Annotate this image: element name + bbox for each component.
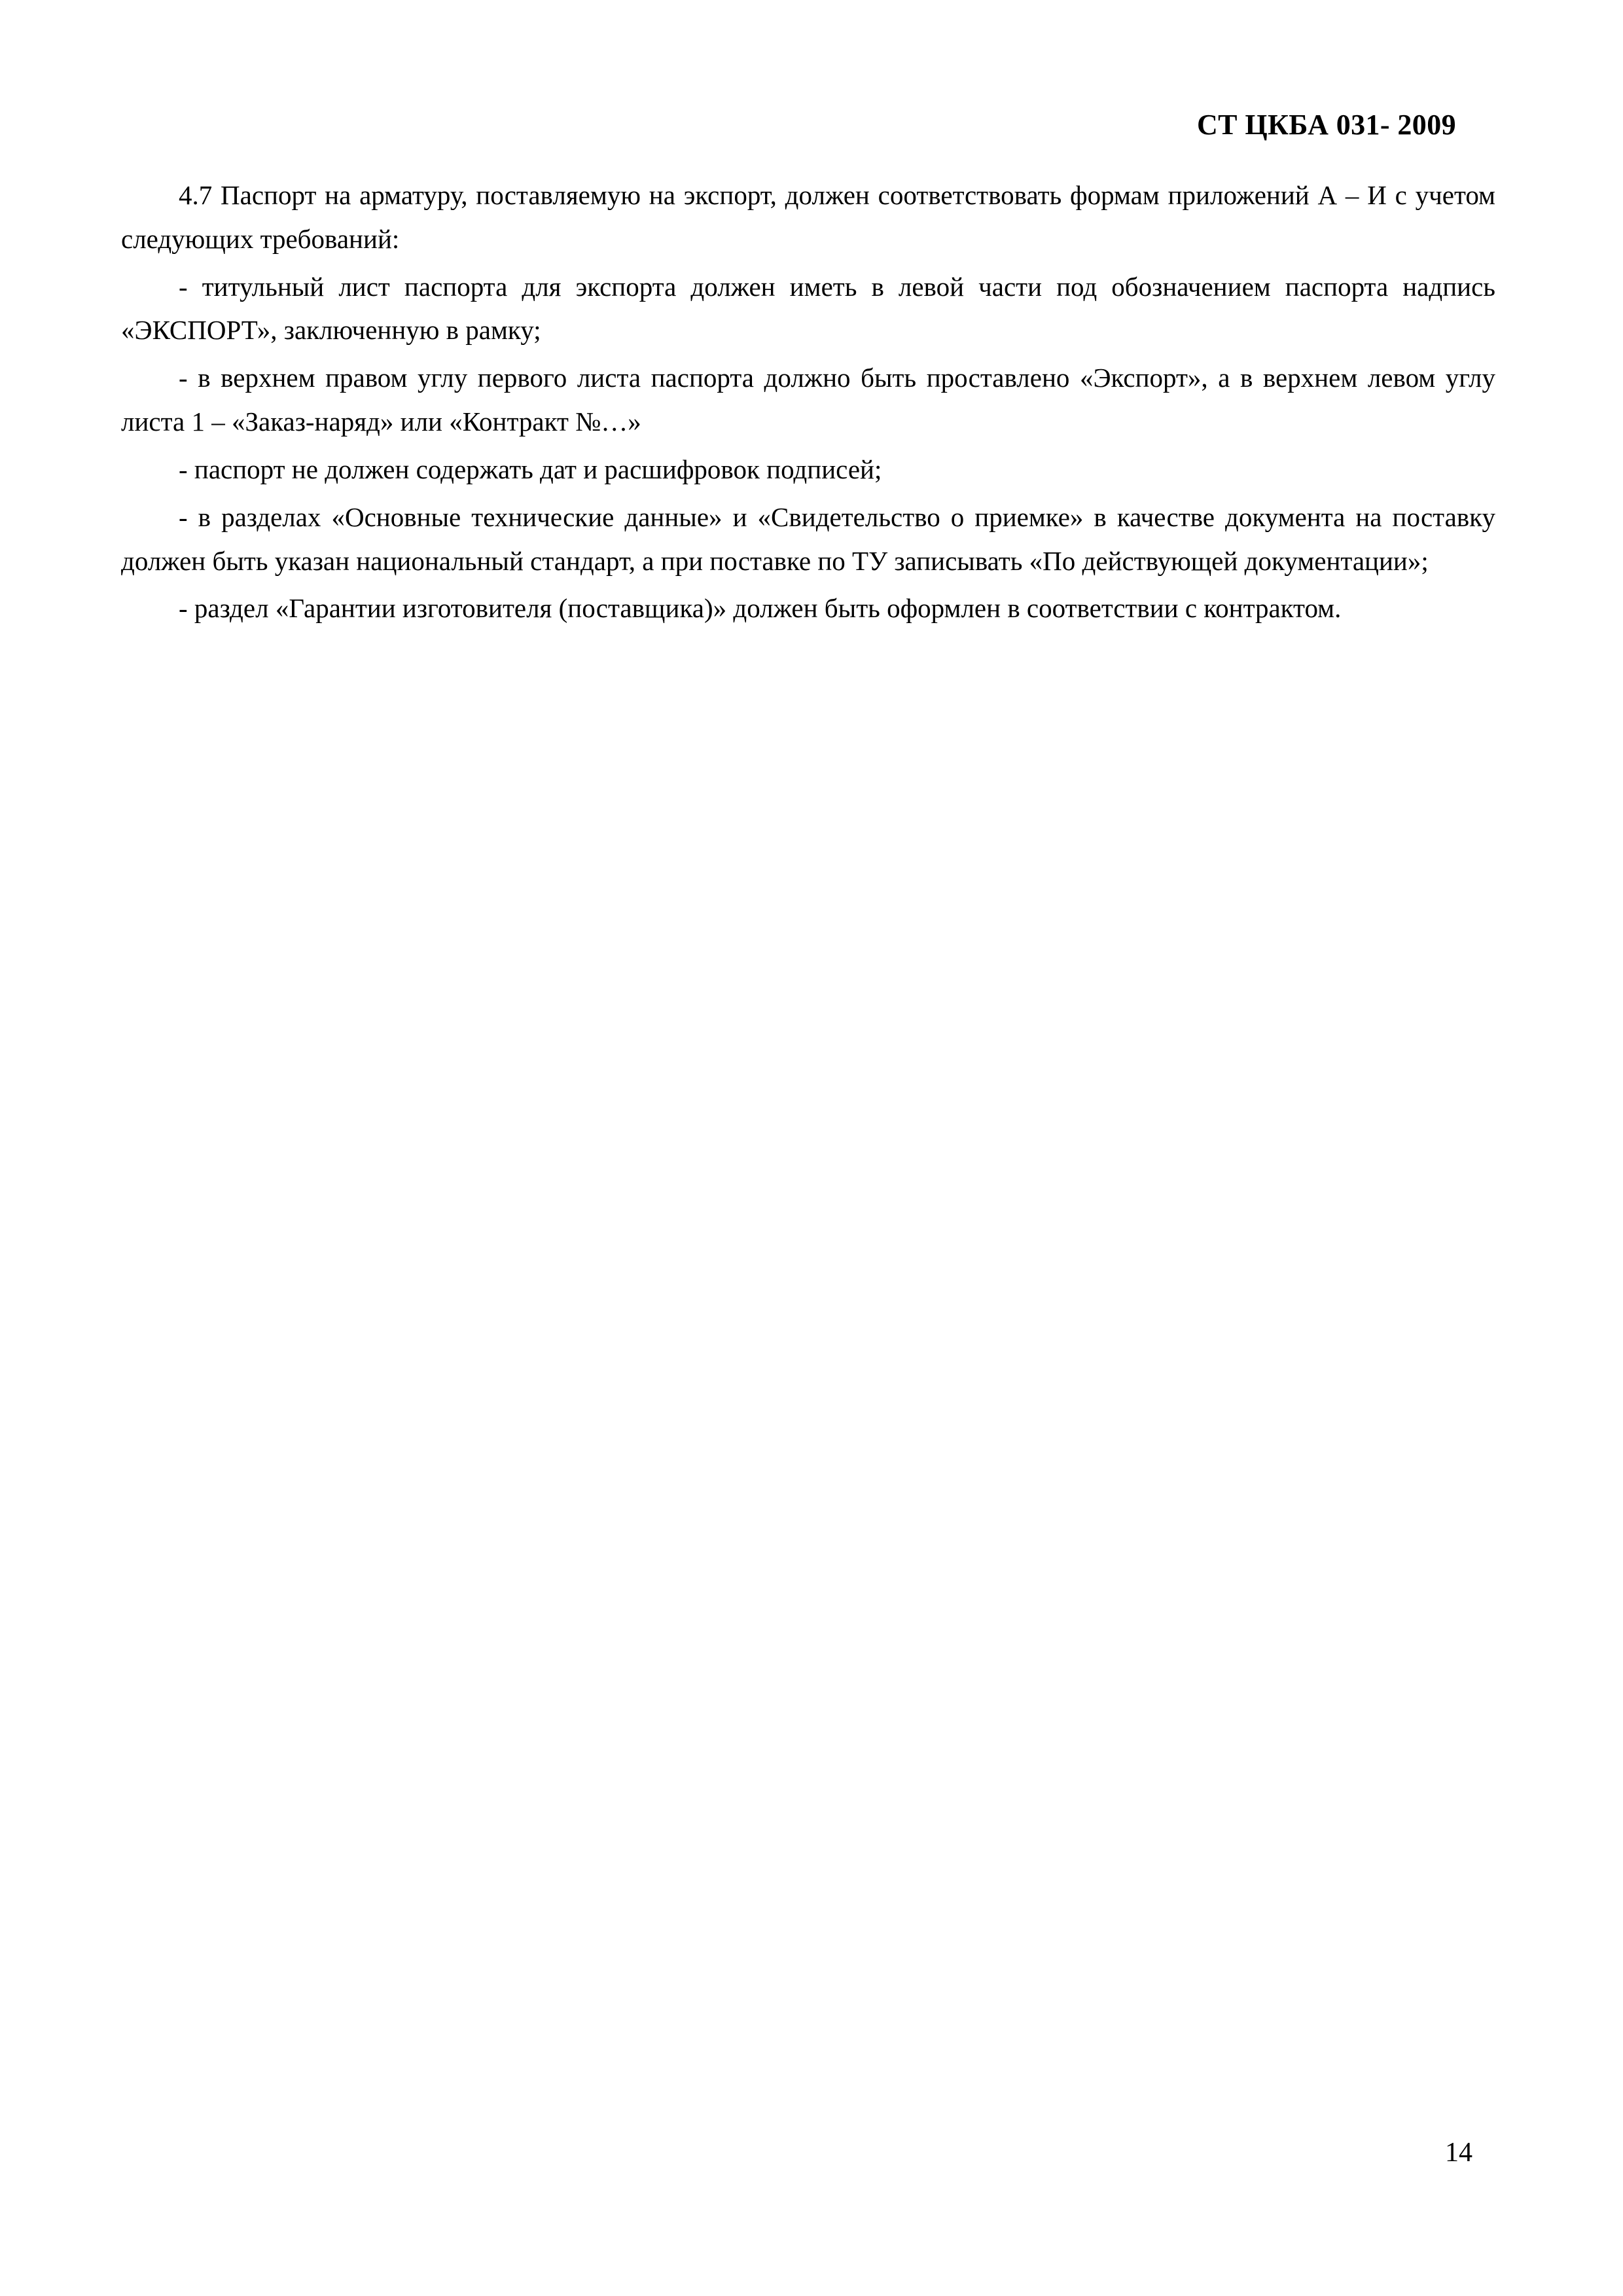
paragraph-bullet-title-page: - титульный лист паспорта для экспорта должен иметь в левой части под обозначением паспорта надпись «ЭКСПОРТ», заключенную в рамку; bbox=[121, 271, 1495, 346]
document-body bbox=[121, 173, 1495, 630]
paragraph-4-7: 4.7 Паспорт на арматуру, поставляемую на экспорт, должен соответствовать формам приложений А – И с учетом следующих требований: bbox=[121, 180, 1495, 254]
paragraph-bullet-guarantees: - раздел «Гарантии изготовителя (поставщика)» должен быть оформлен в соответствии с контрактом. bbox=[179, 593, 1342, 624]
page-header-standard-code: СТ ЦКБА 031- 2009 bbox=[1197, 109, 1456, 141]
page-number: 14 bbox=[1445, 2138, 1472, 2168]
paragraph-bullet-no-dates: - паспорт не должен содержать дат и расшифровок подписей; bbox=[179, 454, 882, 484]
paragraph-bullet-sections: - в разделах «Основные технические данные» и «Свидетельство о приемке» в качестве документа на поставку должен быть указан национальный стандарт, а при поставке по ТУ записывать «По действующей документации»; bbox=[121, 501, 1495, 576]
paragraph-bullet-corner-marks: - в верхнем правом углу первого листа паспорта должно быть проставлено «Экспорт», а в верхнем левом углу листа 1 – «Заказ-наряд» или «Контракт №…» bbox=[121, 363, 1495, 437]
